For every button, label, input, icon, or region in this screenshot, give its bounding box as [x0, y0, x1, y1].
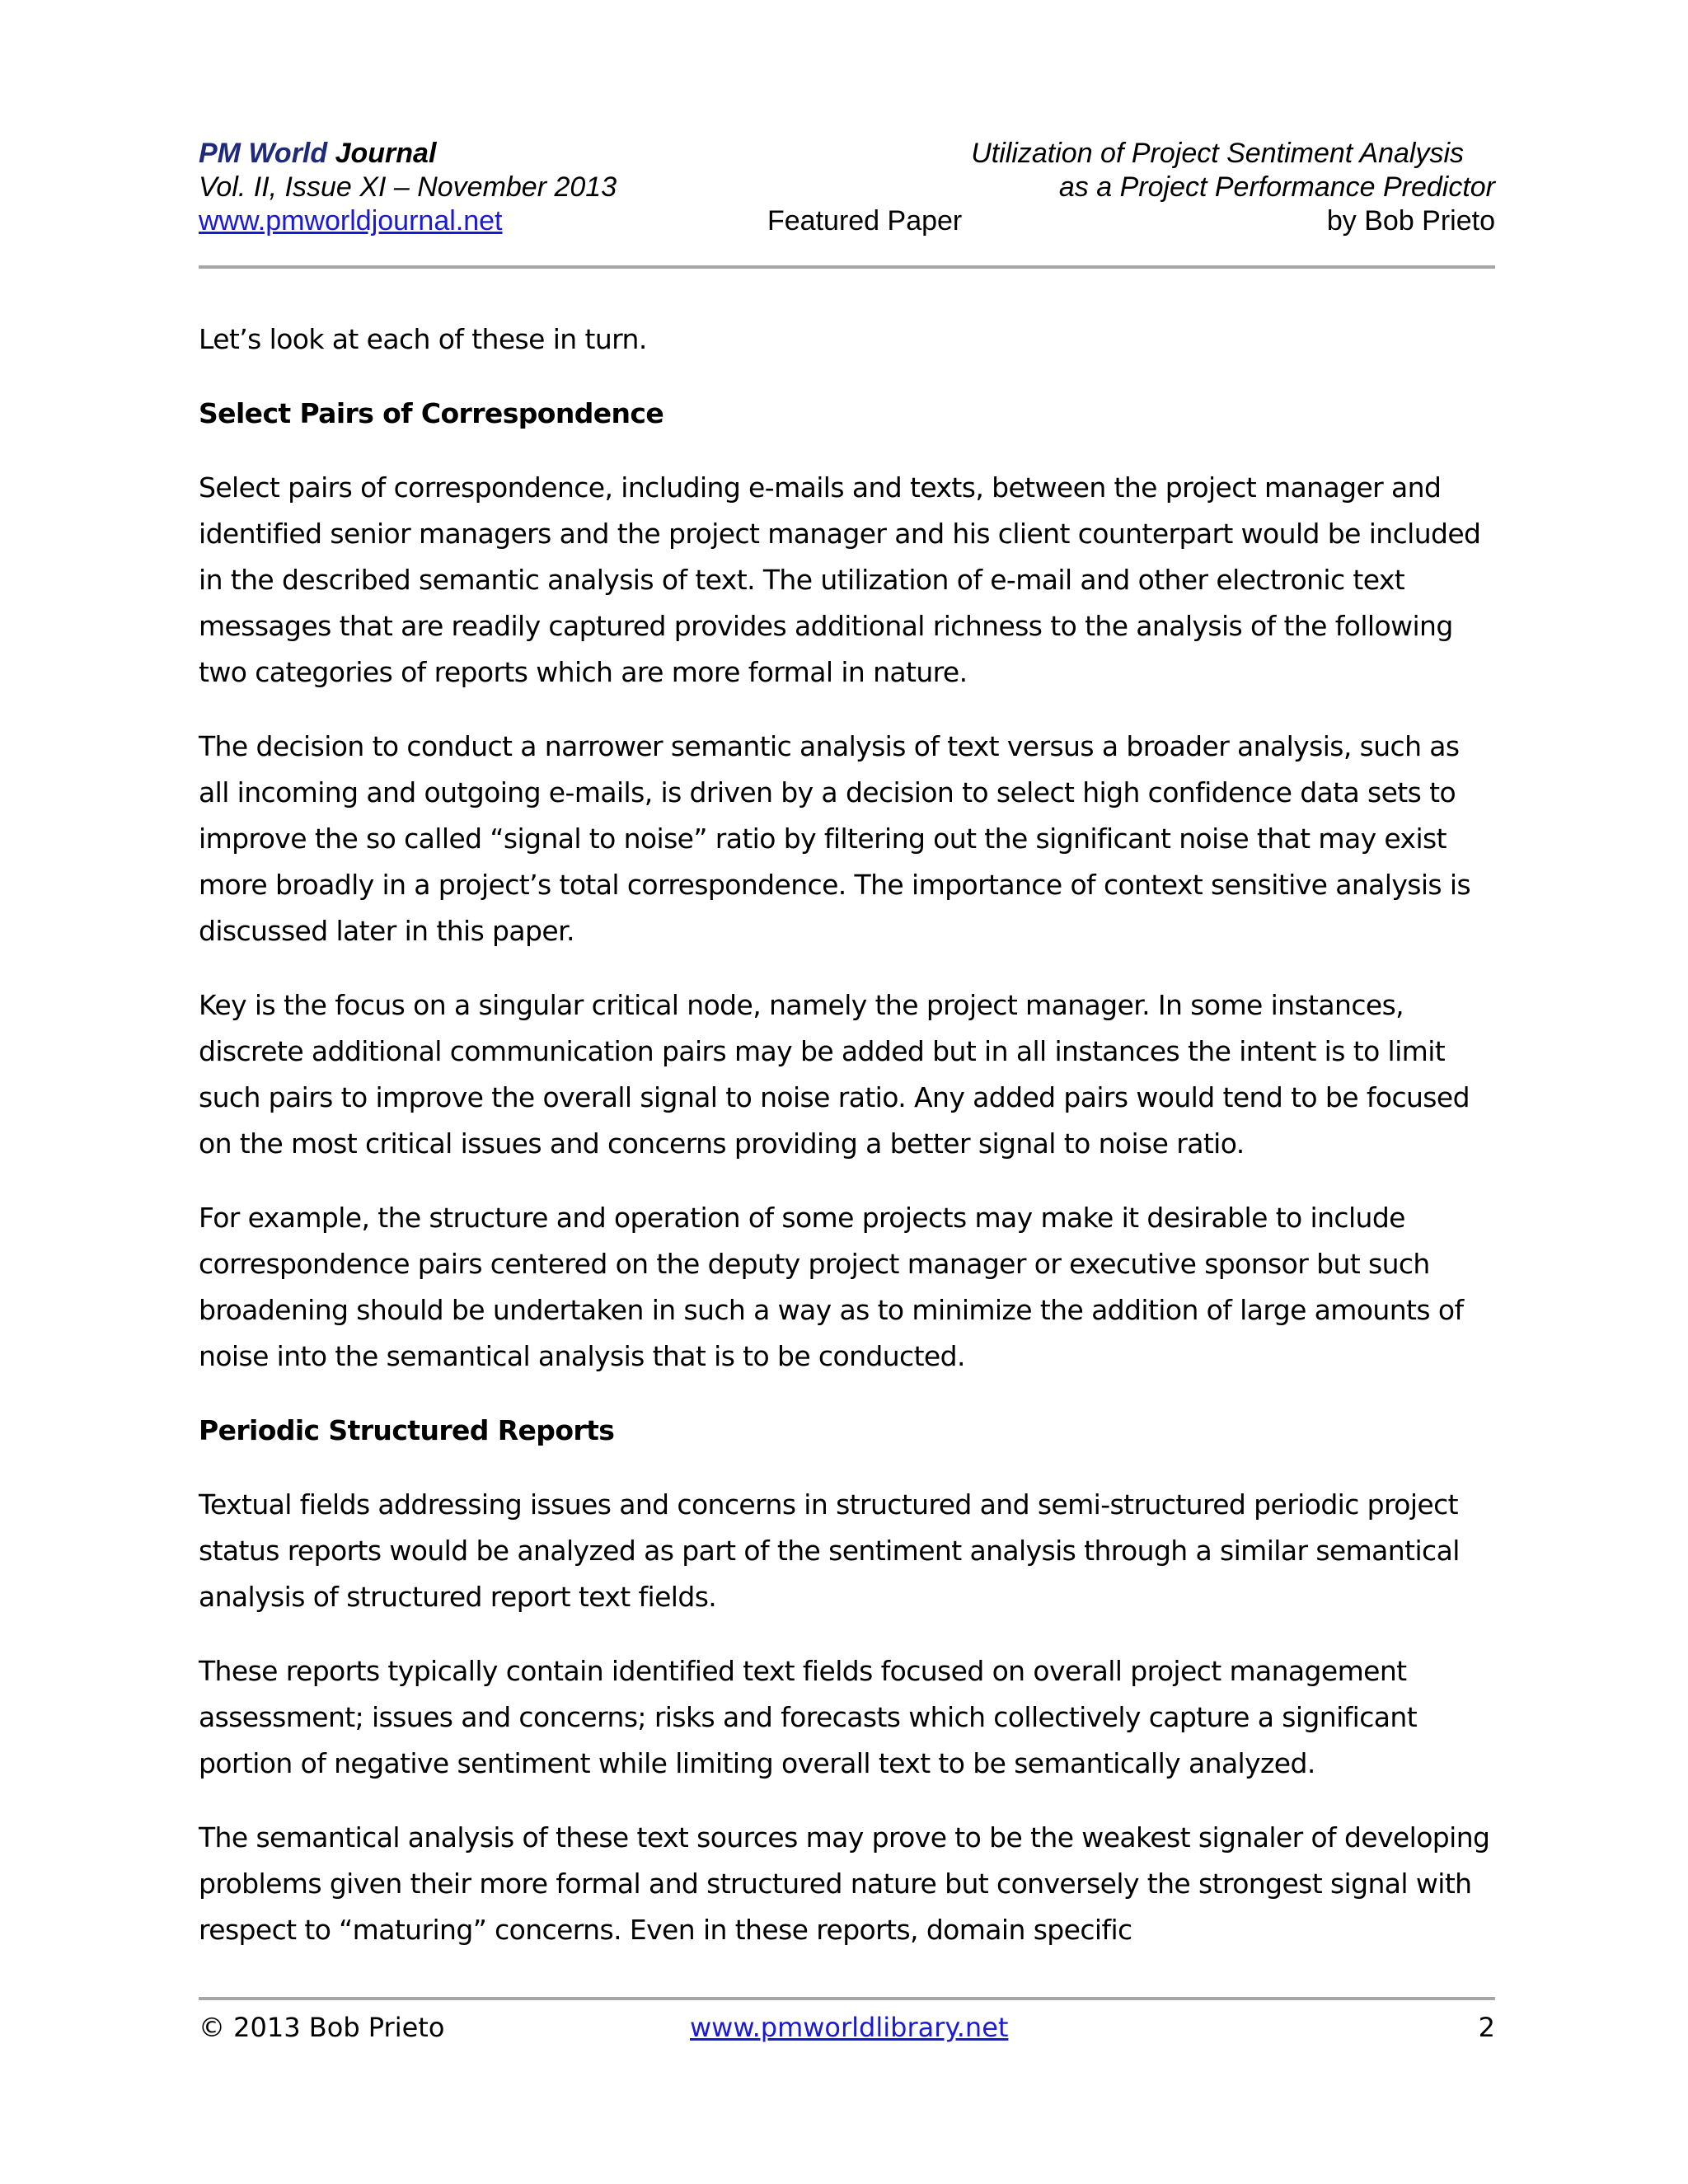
header-row-3: [199, 204, 1495, 238]
header-divider: [199, 265, 1495, 269]
header-row-1: [199, 137, 1495, 171]
page-footer: [199, 2009, 1495, 2046]
paper-title-line-2: as a Project Performance Predictor: [1058, 171, 1495, 203]
intro-paragraph: Let’s look at each of these in turn.: [199, 323, 647, 355]
page-header: [199, 137, 1495, 269]
issue-info: Vol. II, Issue XI – November 2013: [199, 171, 617, 203]
paragraph: These reports typically contain identified text fields focused on overall project management assessment; issues and concerns; risks and forecasts which collectively capture a significant portion of negative sentiment while limiting overall text to be semantically analyzed.: [199, 1655, 1418, 1779]
header-row-2: [199, 171, 1495, 204]
paragraph: The semantical analysis of these text sources may prove to be the weakest signaler of developing problems given their more formal and structured nature but conversely the strongest signal with respect to “maturing” concerns. Even in these reports, domain specific: [199, 1821, 1490, 1946]
section-heading-periodic-reports: Periodic Structured Reports: [199, 1414, 615, 1446]
paragraph: For example, the structure and operation of some projects may make it desirable to include correspondence pairs centered on the deputy project manager or executive sponsor but such broadening should be undertaken in such a way as to minimize the addition of large amounts of noise into the semantical analysis that is to be conducted.: [199, 1202, 1464, 1372]
section-heading-correspondence: Select Pairs of Correspondence: [199, 397, 664, 429]
author-byline: by Bob Prieto: [1326, 205, 1495, 237]
footer-divider: [199, 1997, 1495, 2000]
paragraph: Select pairs of correspondence, including e-mails and texts, between the project manager and identified senior managers and the project manager and his client counterpart would be included in the described semantic analysis of text. The utilization of e-mail and other electronic text messages that are readily captured provides additional richness to the analysis of the following two categories of reports which are more formal in nature.: [199, 471, 1481, 688]
paragraph: The decision to conduct a narrower semantic analysis of text versus a broader analysis, such as all incoming and outgoing e-mails, is driven by a decision to select high confidence data sets to improve the so called “signal to noise” ratio by filtering out the significant noise that may exist more broadly in a project’s total correspondence. The importance of context sensitive analysis is discussed later in this paper.: [199, 730, 1471, 947]
article-body: [199, 316, 1495, 1981]
journal-name-brand: PM World: [199, 138, 328, 169]
journal-name-suffix: Journal: [327, 138, 437, 169]
library-website-link[interactable]: www.pmworldlibrary.net: [690, 2012, 1009, 2043]
page-number: 2: [1478, 2012, 1495, 2043]
journal-website-link[interactable]: www.pmworldjournal.net: [199, 205, 503, 237]
paragraph: Key is the focus on a singular critical node, namely the project manager. In some instances, discrete additional communication pairs may be added but in all instances the intent is to limit such pairs to improve the overall signal to noise ratio. Any added pairs would tend to be focused on the most critical issues and concerns providing a better signal to noise ratio.: [199, 989, 1470, 1160]
paper-title-line-1: Utilization of Project Sentiment Analysis: [971, 138, 1464, 169]
paragraph: Textual fields addressing issues and concerns in structured and semi-structured periodic project status reports would be analyzed as part of the sentiment analysis through a similar semantical analysis of structured report text fields.: [199, 1488, 1460, 1613]
copyright-notice: © 2013 Bob Prieto: [199, 2012, 445, 2043]
journal-name: [199, 137, 436, 171]
featured-paper-label: Featured Paper: [767, 205, 963, 237]
